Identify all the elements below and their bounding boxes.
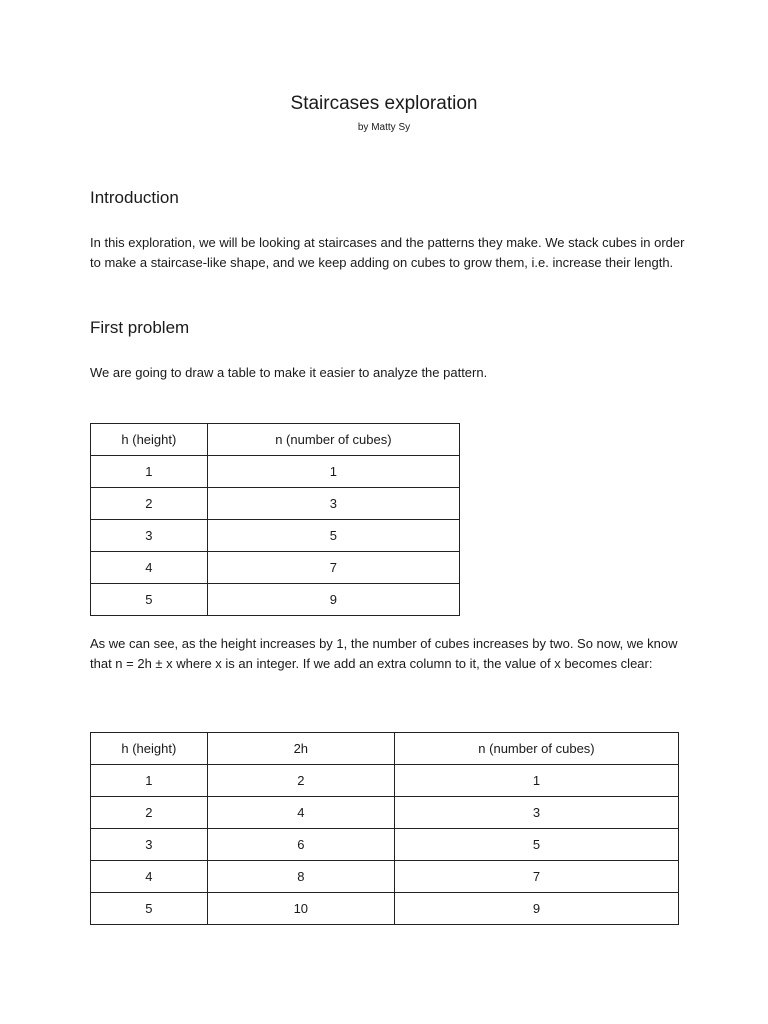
table-cell: 5: [91, 584, 208, 616]
table-header-cell: n (number of cubes): [207, 424, 459, 456]
table-cell: 9: [207, 584, 459, 616]
table-cell: 2: [207, 765, 394, 797]
table-cell: 6: [207, 829, 394, 861]
table-cell: 5: [207, 520, 459, 552]
document-title: Staircases exploration: [290, 93, 478, 114]
table-cell: 4: [91, 552, 208, 584]
analysis-paragraph: As we can see, as the height increases by 1, the number of cubes increases by two. So now, we know that n = 2h ± x where x is an integer. If we add an extra column to it, the value of x becomes clear:: [90, 636, 678, 671]
table-cell: 1: [91, 765, 208, 797]
table-header-cell: h (height): [91, 733, 208, 765]
table-cell: 2: [91, 488, 208, 520]
table-row: [91, 520, 460, 552]
table-row: [91, 861, 679, 893]
table-header-row: [91, 733, 679, 765]
section-heading-first-problem: First problem: [90, 318, 190, 337]
table-cell: 7: [207, 552, 459, 584]
table-cell: 1: [207, 456, 459, 488]
table-row: [91, 765, 679, 797]
table-cell: 9: [394, 893, 678, 925]
table-cell: 5: [394, 829, 678, 861]
table-cell: 3: [394, 797, 678, 829]
table-cell: 3: [91, 520, 208, 552]
height-double-cubes-table: [90, 732, 679, 925]
table-row: [91, 797, 679, 829]
table-header-cell: 2h: [207, 733, 394, 765]
table-cell: 1: [394, 765, 678, 797]
table-header-row: [91, 424, 460, 456]
table-cell: 3: [91, 829, 208, 861]
table-header-cell: h (height): [91, 424, 208, 456]
introduction-paragraph: In this exploration, we will be looking at staircases and the patterns they make. We stack cubes in order to make a staircase-like shape, and we keep adding on cubes to grow them, i.e. increase their length.: [90, 235, 685, 270]
table-cell: 8: [207, 861, 394, 893]
table-cell: 3: [207, 488, 459, 520]
table-row: [91, 552, 460, 584]
table-cell: 5: [91, 893, 208, 925]
table-cell: 1: [91, 456, 208, 488]
table-row: [91, 829, 679, 861]
table-cell: 4: [207, 797, 394, 829]
table-cell: 2: [91, 797, 208, 829]
height-cubes-table: [90, 423, 460, 616]
table-cell: 7: [394, 861, 678, 893]
document-byline: by Matty Sy: [357, 122, 411, 133]
table-row: [91, 893, 679, 925]
first-problem-paragraph: We are going to draw a table to make it easier to analyze the pattern.: [90, 365, 488, 380]
table-cell: 4: [91, 861, 208, 893]
table-cell: 10: [207, 893, 394, 925]
table-row: [91, 488, 460, 520]
table-row: [91, 584, 460, 616]
section-heading-introduction: Introduction: [90, 188, 179, 207]
table-header-cell: n (number of cubes): [394, 733, 678, 765]
table-row: [91, 456, 460, 488]
